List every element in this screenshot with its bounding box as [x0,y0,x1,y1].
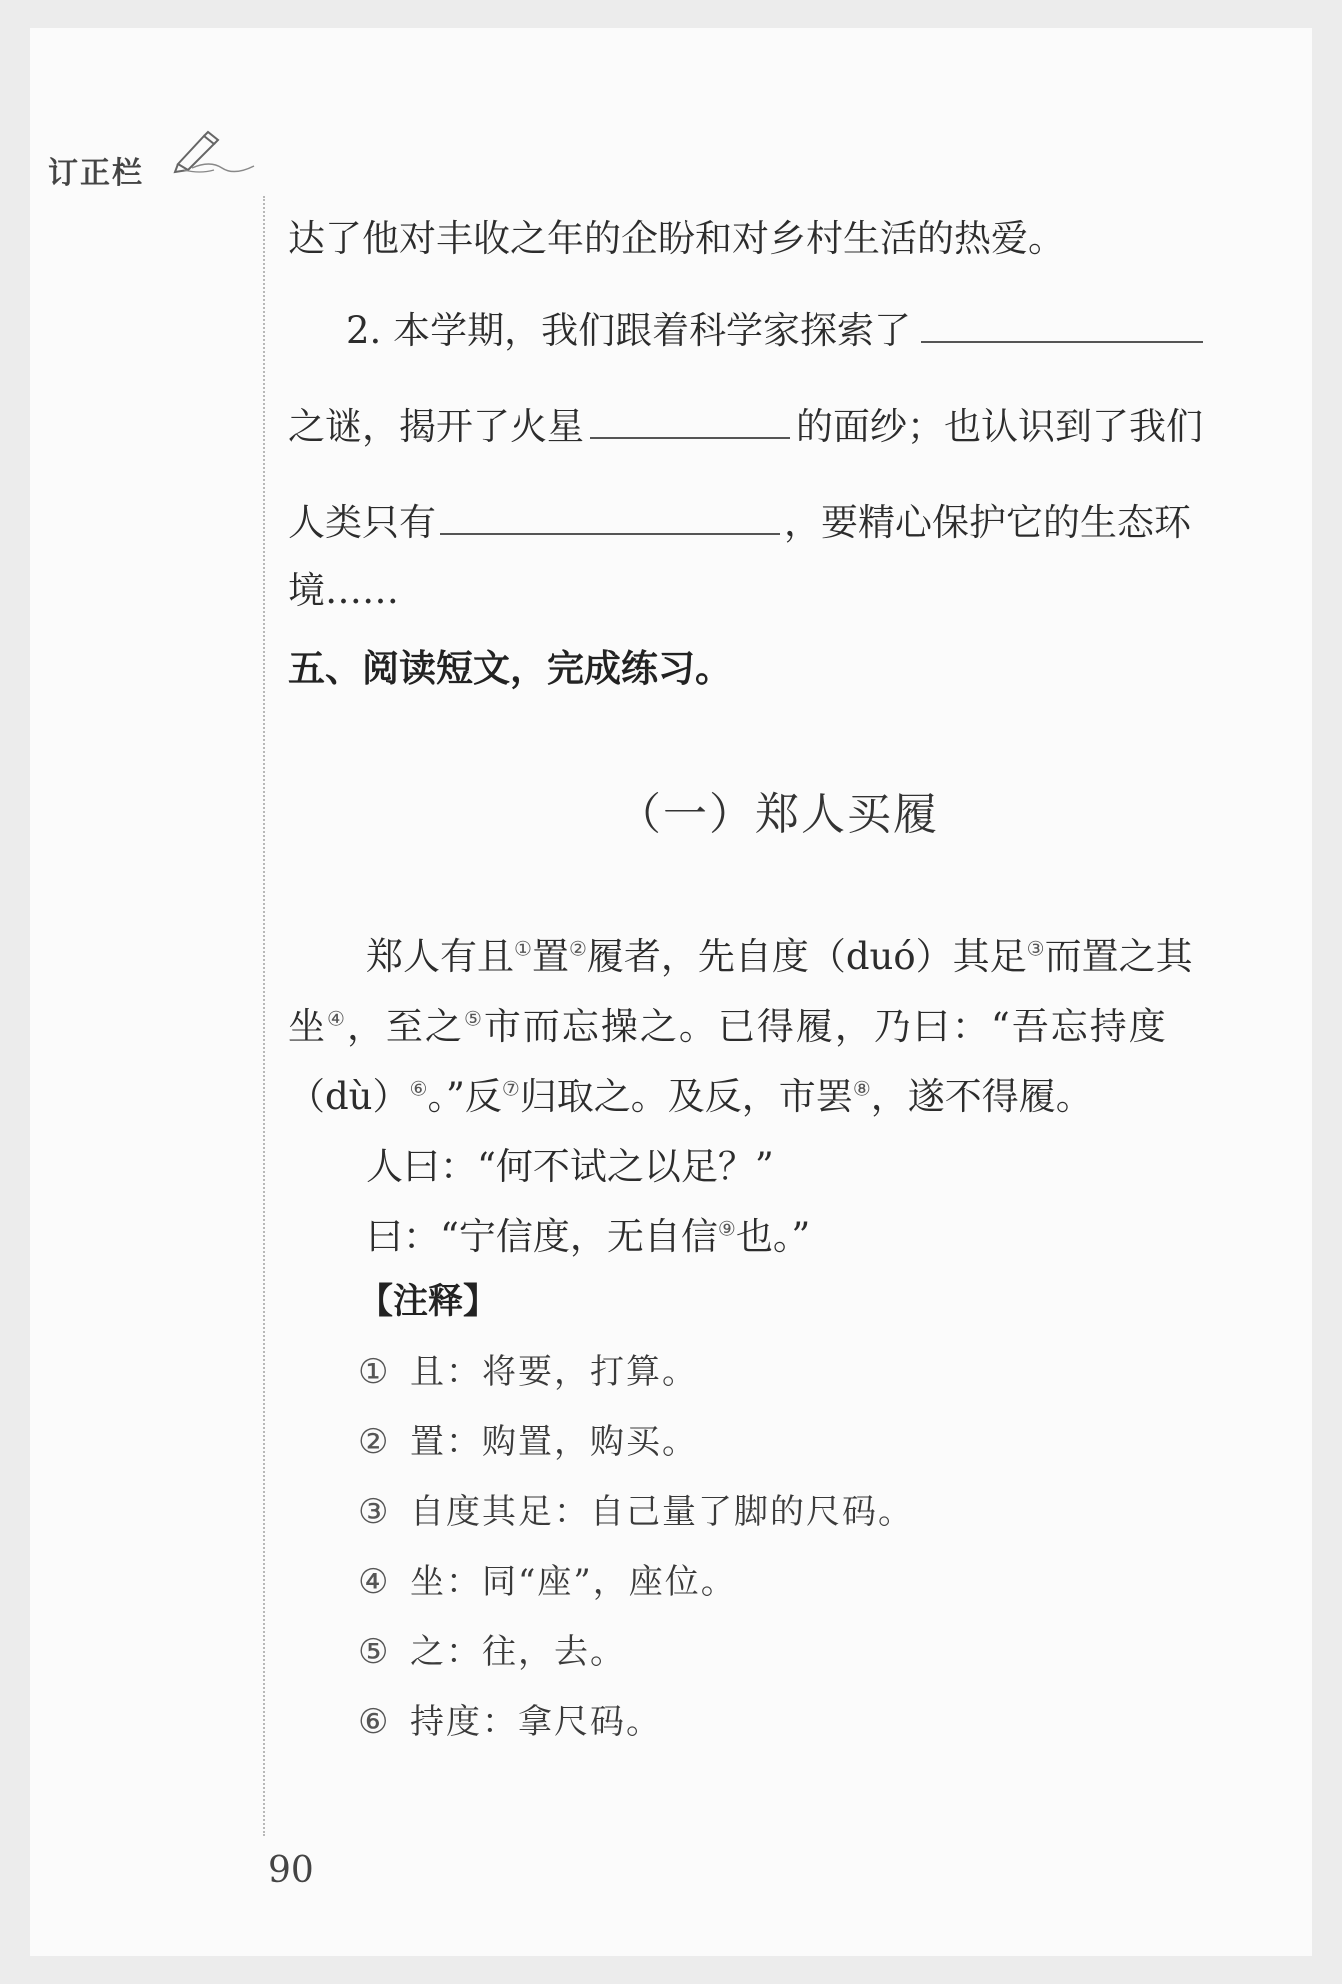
question-2-text: ，要精心保护它的生态环 [784,501,1191,544]
question-2-text: 2. 本学期，我们跟着科学家探索了 [346,309,912,352]
passage-line-4: 人曰：“何不试之以足？” [366,1145,774,1188]
note-number: ① [358,1352,391,1392]
footnote-marker: ③ [1026,936,1045,961]
passage-text: 市而忘操之。已得履，乃曰：“吾忘持度 [483,1005,1168,1048]
passage-text: 履者，先自度（duó）其足 [586,935,1027,978]
passage-text: 而置之其 [1044,935,1193,978]
answer-blank-3[interactable] [440,503,780,535]
page-number: 90 [268,1850,314,1891]
note-text: 坐：同“座”，座位。 [410,1562,737,1602]
passage-text: ，遂不得履。 [870,1075,1093,1118]
answer-blank-1[interactable] [921,311,1203,343]
passage-line-1 [366,926,1193,980]
passage-text: 。”反 [427,1075,502,1118]
note-item [358,1624,626,1673]
footnote-marker: ⑤ [463,1006,484,1031]
note-text: 且：将要，打算。 [410,1352,698,1392]
note-item [358,1484,914,1533]
question-2-text: 之谜，揭开了火星 [288,405,584,448]
footnote-marker: ④ [327,1006,347,1031]
passage-text: 归取之。及反，市罢 [519,1075,853,1118]
margin-divider [263,196,265,1836]
note-item [358,1694,662,1743]
note-item [358,1414,698,1463]
passage-text: 曰：“宁信度，无自信 [366,1215,718,1258]
pencil-icon [170,124,260,174]
note-text: 之：往，去。 [410,1632,626,1672]
passage-line-5 [366,1206,810,1260]
note-item [358,1554,737,1603]
text-line: 达了他对丰收之年的企盼和对乡村生活的热爱。 [288,217,1065,260]
note-number: ⑥ [358,1702,391,1742]
footnote-marker: ⑥ [409,1076,428,1101]
passage-line-2 [288,996,1168,1050]
question-2-line-1 [346,300,1203,354]
correction-column-title: 订正栏 [48,156,144,191]
question-2-text: 人类只有 [288,501,436,544]
notes-heading: 【注释】 [358,1282,499,1322]
question-2-line-2 [288,396,1203,450]
note-text: 自度其足：自己量了脚的尺码。 [410,1492,914,1532]
note-number: ④ [358,1562,391,1602]
passage-line-3 [288,1066,1093,1120]
passage-text: （dù） [288,1075,410,1118]
passage-title: （一）郑人买履 [617,789,939,840]
footnote-marker: ⑧ [852,1076,871,1101]
note-text: 置：购置，购买。 [410,1422,698,1462]
footnote-marker: ② [568,936,587,961]
question-2-line-3 [288,492,1191,546]
passage-text: 坐 [288,1005,327,1048]
note-item [358,1344,698,1393]
note-text: 持度：拿尺码。 [410,1702,662,1742]
passage-text: 置 [531,935,569,978]
footnote-marker: ① [514,936,532,961]
workbook-page [30,28,1312,1956]
passage-text: ，至之 [346,1005,464,1048]
answer-blank-2[interactable] [590,407,790,439]
note-number: ③ [358,1492,391,1532]
passage-text: 也。” [735,1215,811,1258]
note-number: ⑤ [358,1632,391,1672]
footnote-marker: ⑦ [501,1076,520,1101]
footnote-marker: ⑨ [717,1216,736,1241]
note-number: ② [358,1422,391,1462]
question-2-line-4: 境…… [288,569,399,612]
section-5-heading: 五、阅读短文，完成练习。 [288,647,732,690]
passage-text: 郑人有且 [366,935,514,978]
question-2-text: 的面纱；也认识到了我们 [796,405,1203,448]
